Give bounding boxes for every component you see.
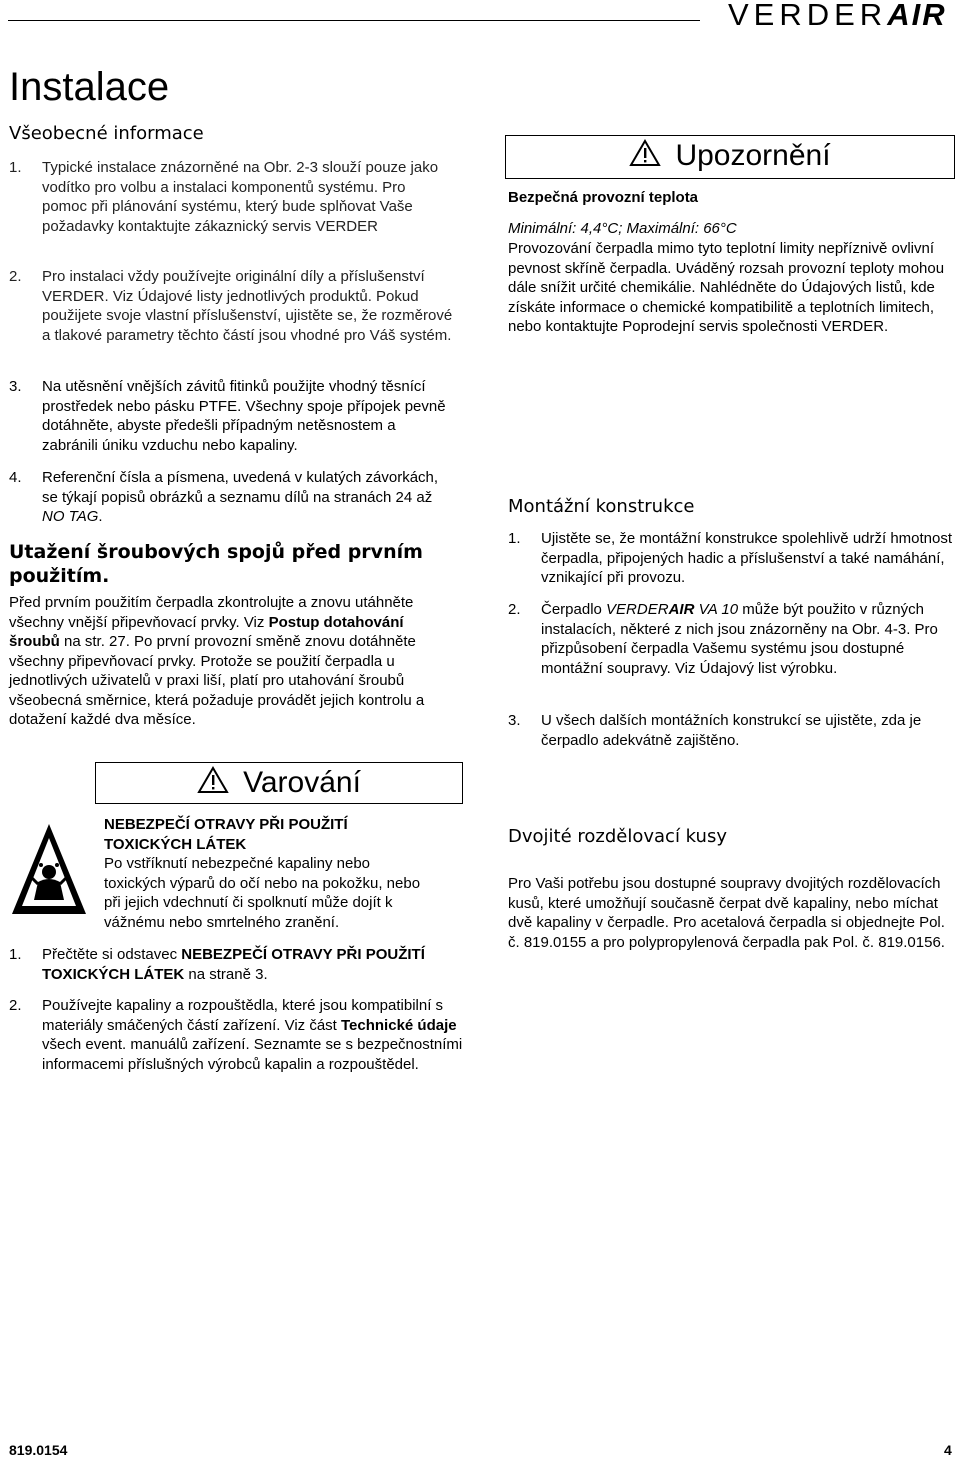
list-item: 1. Ujistěte se, že montážní konstrukce spolehlivě udrží hmotnost čerpadla, připojených hadic a příslušenství a také namáhání, vznikající při provozu. [508,530,953,586]
header-rule [8,20,700,21]
warning-box [95,762,463,804]
warning-icon [629,139,661,167]
caution-temps: Minimální: 4,4°C; Maximální: 66°C [508,220,737,237]
list-item: 3. Na utěsnění vnějších závitů fitinků použijte vhodný těsnící prostředek nebo pásku PTFE. Všechny spoje přípojek pevně dotáhněte, abyste předešli případným netěsnostem a zabránili úniku vzduchu nebo kapaliny. [9,378,446,454]
manifold-heading: Dvojité rozdělovací kusy [508,826,727,847]
hazard-text: Po vstříknutí nebezpečné kapaliny nebo toxických výparů do očí nebo na pokožku, nebo při jejich vdechnutí či spolknutí může dojít k vážnému nebo smrtelného zranění. [104,855,421,931]
list-item: 1. Typické instalace znázorněné na Obr. 2-3 slouží pouze jako vodítko pro volbu a instalaci komponentů systému. Pro pomoc při plánování systému, který bude splňovat Vaše požadavky kontaktujte zákaznický servis VERDER [9,159,439,235]
list-item: 2. Čerpadlo VERDERAIR VA 10 může být použito v různých instalacích, některé z nich jsou znázorněny na Obr. 4-3. Pro přizpůsobení čerpadla Vašemu systému jsou dostupné montážní soupravy. Viz Údajový list výrobku. [508,601,938,677]
manifold-text: Pro Vaši potřebu jsou dostupné soupravy dvojitých rozdělovacích kusů, které umožňují současně čerpat dvě kapaliny, nebo míchat dvě kapaliny v čerpadle. Pro acetalová čerpadla si objednejte Pol. č. 819.0155 a pro polypropylenová čerpadla pak Pol. č. 819.0156. [508,875,945,951]
bolt-heading: Utažení šroubových spojů před prvním použitím. [9,541,423,587]
page-title: Instalace [9,65,170,109]
warning-icon [197,766,229,794]
caution-subtitle: Bezpečná provozní teplota [508,189,699,206]
caution-box [505,135,955,179]
general-heading: Všeobecné informace [9,123,204,144]
page-number: 4 [944,1442,952,1458]
caution-title: Upozornění [506,136,954,176]
list-item: 1. Přečtěte si odstavec NEBEZPEČÍ OTRAVY PŘI POUŽITÍ TOXICKÝCH LÁTEK na straně 3. [9,946,425,983]
bolt-paragraph: Před prvním použitím čerpadla zkontrolujte a znovu utáhněte všechny vnější připevňovací prvky. Viz Postup dotahování šroubů na str. 27. Po první provozní směně znovu dotáhněte všechny připevňovací prvky. Protože se použití čerpadla u jednotlivých uživatelů v praxi liší, platí pro utahování šroubů všeobecná směrnice, která požaduje provádět jejich kontrolu a dotažení každé dva měsíce. [9,594,425,728]
toxic-hazard-icon [8,820,90,920]
doc-number: 819.0154 [9,1442,68,1458]
list-item: 4. Referenční čísla a písmena, uvedená v kulatých závorkách, se týkají popisů obrázků a seznamu dílů na stranách 24 až NO TAG. [9,469,439,525]
mount-heading: Montážní konstrukce [508,496,695,517]
verderair-logo: VERDERAIR [728,0,947,32]
hazard-title: NEBEZPEČÍ OTRAVY PŘI POUŽITÍ TOXICKÝCH LÁTEK [104,816,348,853]
list-item: 2. Používejte kapaliny a rozpouštědla, které jsou kompatibilní s materiály smáčených částí zařízení. Viz část Technické údaje všech event. manuálů zařízení. Seznamte se s bezpečnostními informacemi příslušných výrobců kapalin a rozpouštědel. [9,997,463,1073]
list-item: 2. Pro instalaci vždy používejte originální díly a příslušenství VERDER. Viz Údajové listy jednotlivých produktů. Pokud použijete svoje vlastní příslušenství, ujistěte se, že rozměrové a tlakové parametry těchto částí jsou vhodné pro Váš systém. [9,268,453,344]
list-item: 3. U všech dalších montážních konstrukcí se ujistěte, zda je čerpadlo adekvátně zajištěno. [508,712,922,749]
warning-title: Varování [96,763,462,803]
caution-text: Provozování čerpadla mimo tyto teplotní limity nepříznivě ovlivní pevnost skříně čerpadla. Uváděný rozsah provozní teploty mohou dále snížit určité chemikálie. Nahlédněte do Údajových listů, kde získáte informace o chemické kompatibilitě a teplotních limitech, nebo kontaktujte Poprodejní servis společnosti VERDER. [508,240,945,335]
